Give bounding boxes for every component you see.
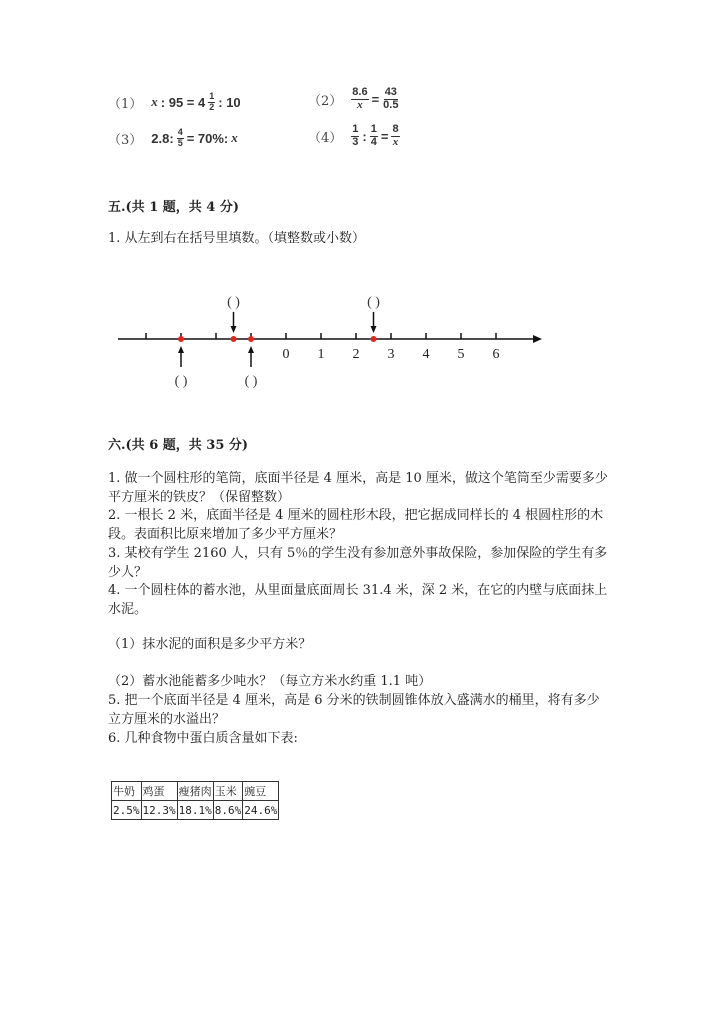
- table-header-cell: 玉米: [213, 782, 243, 801]
- table-cell: 2.5%: [112, 801, 142, 820]
- question-6-5: 5. 把一个底面半径是 4 厘米，高是 6 分米的铁制圆锥体放入盛满水的桶里，将有多少立方厘米的水溢出？: [108, 693, 600, 727]
- fraction: $\frac{1}{2}$: [209, 91, 215, 112]
- tick-label: 1: [317, 347, 325, 362]
- arrow-up-icon: [248, 346, 254, 353]
- number-line: [0, 280, 720, 400]
- equation-2: （2） $\frac{8.6}{x}$ = $\frac{43}{0.5}$: [308, 86, 399, 111]
- equation-1: （1） x : 95 = 4 $\frac{1}{2}$ : 10: [108, 91, 241, 112]
- answer-blank[interactable]: ( ): [174, 374, 188, 389]
- table-row: [112, 801, 279, 820]
- fraction: $\frac{4}{5}$: [177, 127, 183, 148]
- question-5-1: 1. 从左到右在括号里填数。（填整数或小数）: [108, 231, 366, 246]
- question-6-4-sub2: （2）蓄水池能蓄多少吨水？（每立方米水约重 1.1 吨）: [108, 674, 432, 689]
- tick-label: 3: [387, 347, 395, 362]
- fraction: $\frac{1}{4}$: [370, 123, 377, 148]
- fraction: $\frac{8.6}{x}$: [352, 86, 368, 111]
- number-line-group: [118, 295, 542, 389]
- question-6-2: 2. 一根长 2 米，底面半径是 4 厘米的圆柱形木段，把它据成同样长的 4 根圆柱形的木段。表面积比原来增加了多少平方厘米？: [108, 508, 604, 542]
- table-header-row: [112, 782, 279, 801]
- arrow-down-icon: [231, 326, 237, 333]
- table-header-cell: 牛奶: [112, 782, 142, 801]
- answer-blank[interactable]: ( ): [367, 295, 380, 310]
- question-6-6: 6. 几种食物中蛋白质含量如下表:: [108, 731, 298, 746]
- fraction: $\frac{8}{x}$: [392, 123, 399, 148]
- tick-label: 0: [282, 347, 290, 362]
- tick-label: 5: [457, 347, 465, 362]
- table-header-cell: 鸡蛋: [141, 782, 177, 801]
- table-header-cell: 瘦猪肉: [177, 782, 213, 801]
- axis-arrow-icon: [533, 335, 542, 343]
- table-cell: 18.1%: [177, 801, 213, 820]
- answer-blank[interactable]: ( ): [244, 374, 258, 389]
- fraction: $\frac{43}{0.5}$: [383, 86, 399, 111]
- question-6-1: 1. 做一个圆柱形的笔筒，底面半径是 4 厘米，高是 10 厘米，做这个笔筒至少需要多少平方厘米的铁皮？（保留整数）: [108, 471, 608, 505]
- answer-blank[interactable]: ( ): [227, 295, 240, 310]
- tick-label: 6: [492, 347, 500, 362]
- number-line-point: [178, 336, 184, 342]
- tick-label: 2: [352, 347, 360, 362]
- table-cell: 24.6%: [243, 801, 279, 820]
- protein-table: [111, 781, 279, 820]
- number-line-point: [231, 336, 237, 342]
- question-6-3: 3. 某校有学生 2160 人，只有 5％的学生没有参加意外事故保险，参加保险的学生有多少人？: [108, 546, 608, 580]
- table-cell: 8.6%: [213, 801, 243, 820]
- tick-label: 4: [422, 347, 430, 362]
- arrow-down-icon: [371, 326, 377, 333]
- question-6-4-sub1: （1）抹水泥的面积是多少平方米？: [108, 637, 312, 652]
- equation-4: （4） $\frac{1}{3}$ : $\frac{1}{4}$ = $\frac{8}{x}$: [308, 123, 399, 148]
- table-cell: 12.3%: [141, 801, 177, 820]
- number-line-point: [248, 336, 254, 342]
- fraction: $\frac{1}{3}$: [352, 123, 359, 148]
- question-6-4: 4. 一个圆柱体的蓄水池，从里面量底面周长 31.4 米，深 2 米，在它的内壁与底面抹上水泥。: [108, 583, 608, 617]
- section-6-title: 六.(共 6 题，共 35 分): [108, 438, 249, 453]
- table-header-cell: 豌豆: [243, 782, 279, 801]
- number-line-point: [371, 336, 377, 342]
- equation-3: （3） 2.8: $\frac{4}{5}$ = 70%: x: [108, 127, 238, 148]
- arrow-up-icon: [178, 346, 184, 353]
- section-5-title: 五.(共 1 题，共 4 分): [108, 200, 240, 215]
